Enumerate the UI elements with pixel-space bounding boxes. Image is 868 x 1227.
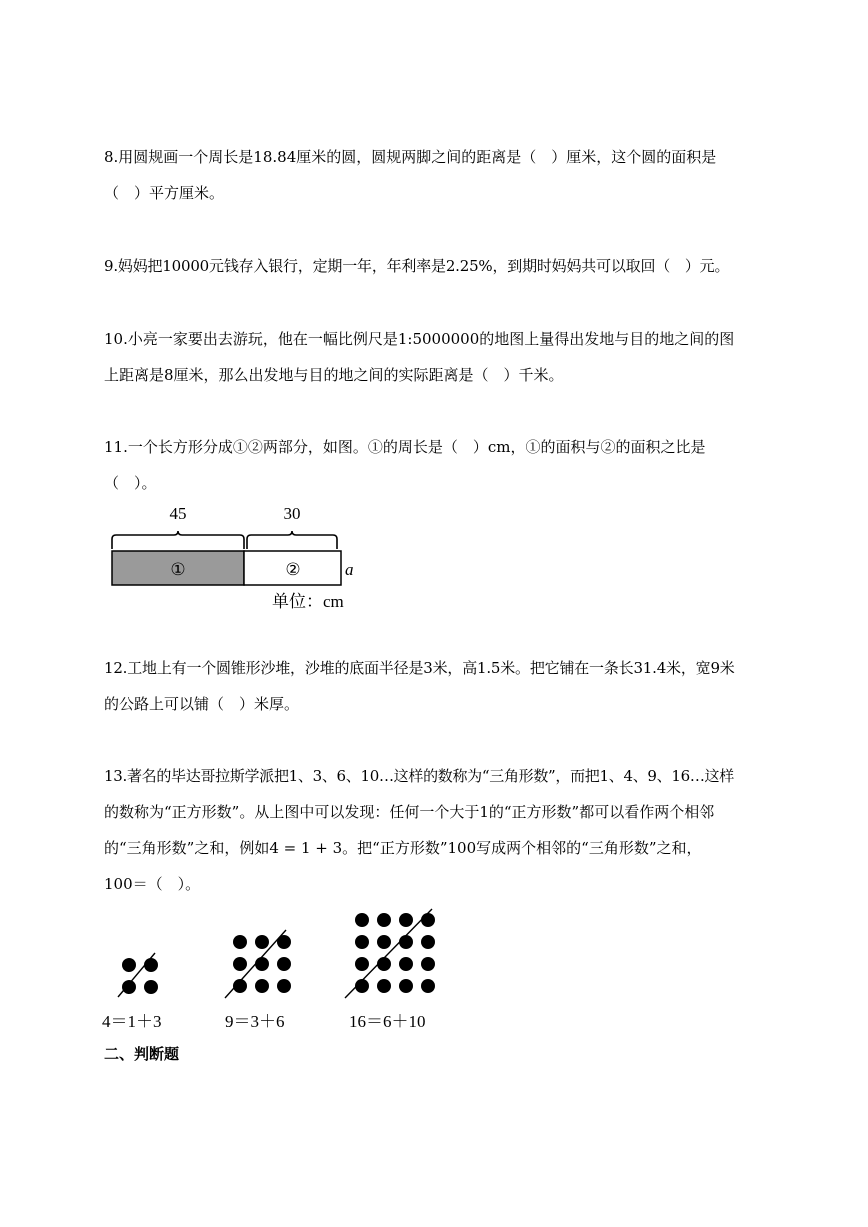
rectangle-figure [100,495,370,620]
question-10-line-2: 上距离是8厘米，那么出发地与目的地之间的实际距离是（ ）千米。 [104,366,564,384]
dot-pattern-figure [100,905,460,1035]
question-10 [104,321,764,393]
width-label-30: 30 [283,504,301,523]
question-9-line-1: 9.妈妈把10000元钱存入银行，定期一年，年利率是2.25%，到期时妈妈共可以取回（ ）元。 [104,257,730,275]
square-number-4-dots [118,953,158,997]
question-13 [104,758,764,902]
square-number-16-dots [345,909,435,998]
question-10-line-1: 10.小亮一家要出去游玩，他在一幅比例尺是1:5000000的地图上量得出发地与目的地之间的图 [104,330,735,348]
question-11-line-1: 11.一个长方形分成①②两部分，如图。①的周长是（ ）cm，①的面积与②的面积之比是 [104,438,706,456]
question-12-line-1: 12.工地上有一个圆锥形沙堆，沙堆的底面半径是3米，高1.5米。把它铺在一条长31.4米，宽9米 [104,659,735,677]
unit-label: 单位：cm [272,592,344,611]
height-label: a [345,560,354,579]
question-8-line-1: 8.用圆规画一个周长是18.84厘米的圆，圆规两脚之间的距离是（ ）厘米，这个圆的面积是 [104,148,717,166]
question-13-line-1: 13.著名的毕达哥拉斯学派把1、3、6、10…这样的数称为“三角形数”，而把1、4、9、16…这样 [104,767,734,785]
width-label-45: 45 [169,504,187,523]
question-8-line-2: （ ）平方厘米。 [104,184,225,202]
question-11 [104,429,764,501]
region-2-label: ② [285,560,301,579]
question-9 [104,248,764,284]
question-13-line-3: 的“三角形数”之和，例如4 = 1 + 3。把“正方形数”100写成两个相邻的“三角形数”之和， [104,839,702,857]
question-12-line-2: 的公路上可以铺（ ）米厚。 [104,695,300,713]
question-13-line-2: 的数称为“正方形数”。从上图中可以发现：任何一个大于1的“正方形数”都可以看作两个相邻 [104,803,715,821]
question-12 [104,650,764,722]
question-8 [104,139,764,211]
section-title: 二、判断题 [104,1045,180,1063]
region-1-label: ① [170,560,186,579]
question-11-line-2: （ ）。 [104,474,157,492]
square-number-9-dots [225,930,291,998]
equation-16: 16＝6＋10 [349,1012,426,1031]
equation-4: 4＝1＋3 [102,1012,162,1031]
equation-9: 9＝3＋6 [225,1012,285,1031]
question-13-line-4: 100＝（ ）。 [104,875,201,893]
